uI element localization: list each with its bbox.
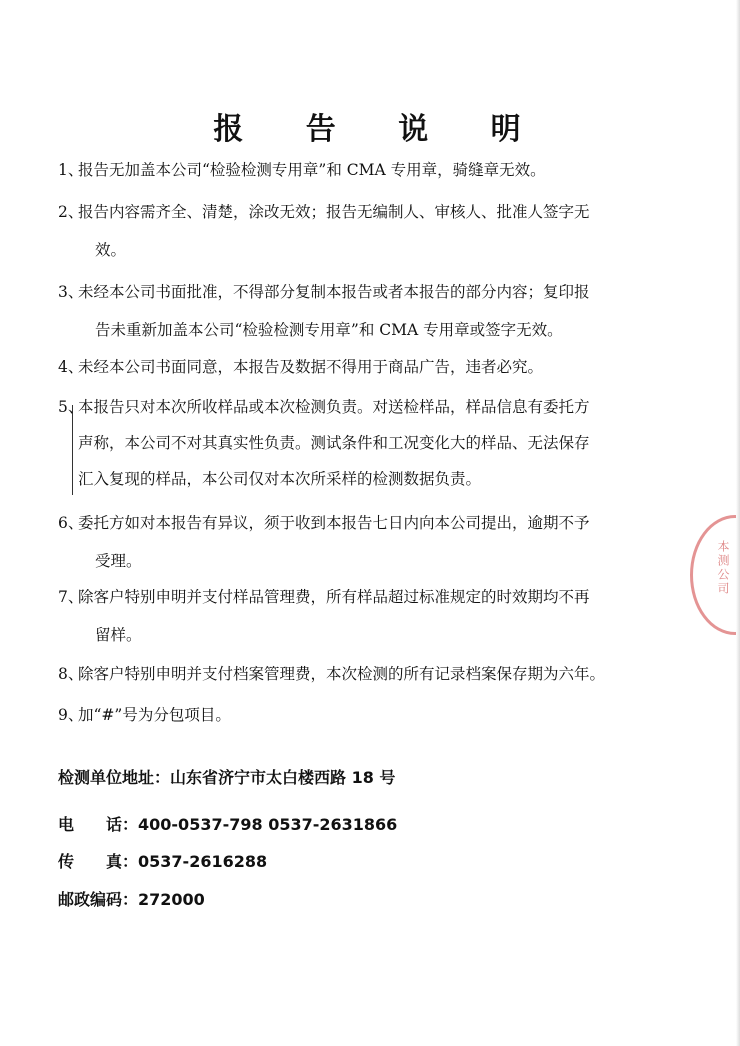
fax-row xyxy=(58,849,267,872)
note-item-5 xyxy=(58,397,678,489)
note-text: 受理。 xyxy=(95,552,142,570)
postcode-value: 272000 xyxy=(138,890,205,909)
note-number: 6、 xyxy=(58,514,84,532)
note-number: 9、 xyxy=(58,706,84,724)
note-text: 除客户特别申明并支付档案管理费，本次检测的所有记录档案保存期为六年。 xyxy=(78,665,606,683)
note-text: 报告内容需齐全、清楚，涂改无效；报告无编制人、审核人、批准人签字无 xyxy=(78,203,590,221)
note-text: 未经本公司书面同意，本报告及数据不得用于商品广告，违者必究。 xyxy=(78,358,544,376)
page-title: 报 告 说 明 xyxy=(213,112,547,147)
note-number: 2、 xyxy=(58,203,84,221)
note-number: 3、 xyxy=(58,283,84,301)
phone-row xyxy=(58,812,397,835)
note-item-4 xyxy=(58,357,678,377)
phone-label: 电 话： xyxy=(58,815,139,834)
address-value: 山东省济宁市太白楼西路 18 号 xyxy=(170,768,396,787)
scan-edge xyxy=(736,0,740,1046)
note-text: 本报告只对本次所收样品或本次检测负责。对送检样品，样品信息有委托方 xyxy=(78,398,590,416)
note-number: 4、 xyxy=(58,358,84,376)
postcode-label: 邮政编码： xyxy=(58,890,139,909)
postcode-row xyxy=(58,887,205,910)
fax-value: 0537-2616288 xyxy=(138,852,268,871)
note-text: 未经本公司书面批准，不得部分复制本报告或者本报告的部分内容；复印报 xyxy=(78,283,590,301)
note-text: 报告无加盖本公司“检验检测专用章”和 CMA 专用章，骑缝章无效。 xyxy=(78,161,546,179)
note-text: 加“#”号为分包项目。 xyxy=(78,706,231,724)
note-text: 告未重新加盖本公司“检验检测专用章”和 CMA 专用章或签字无效。 xyxy=(95,321,563,339)
note-number: 8、 xyxy=(58,665,84,683)
note-number: 7、 xyxy=(58,588,84,606)
note-item-7 xyxy=(58,587,678,645)
note-text: 留样。 xyxy=(95,626,142,644)
note-number: 1、 xyxy=(58,161,84,179)
note-item-3 xyxy=(58,282,678,340)
note-text: 委托方如对本报告有异议，须于收到本报告七日内向本公司提出，逾期不予 xyxy=(78,514,590,532)
seal-text: 本测公司 xyxy=(716,540,730,596)
note-number: 5、 xyxy=(58,398,84,416)
phone-value: 400-0537-798 0537-2631866 xyxy=(138,815,398,834)
note-item-6 xyxy=(58,513,678,571)
address-row xyxy=(58,765,395,788)
fax-label: 传 真： xyxy=(58,852,139,871)
note-text: 声称，本公司不对其真实性负责。测试条件和工况变化大的样品、无法保存 xyxy=(78,434,590,452)
note-text: 效。 xyxy=(95,241,127,259)
note-text: 除客户特别申明并支付样品管理费，所有样品超过标准规定的时效期均不再 xyxy=(78,588,590,606)
note-item-8 xyxy=(58,664,678,684)
note-item-1 xyxy=(58,160,678,180)
address-label: 检测单位地址： xyxy=(58,768,171,787)
note-text: 汇入复现的样品，本公司仅对本次所采样的检测数据负责。 xyxy=(78,470,482,488)
note-item-2 xyxy=(58,202,678,260)
note-item-9 xyxy=(58,705,678,725)
